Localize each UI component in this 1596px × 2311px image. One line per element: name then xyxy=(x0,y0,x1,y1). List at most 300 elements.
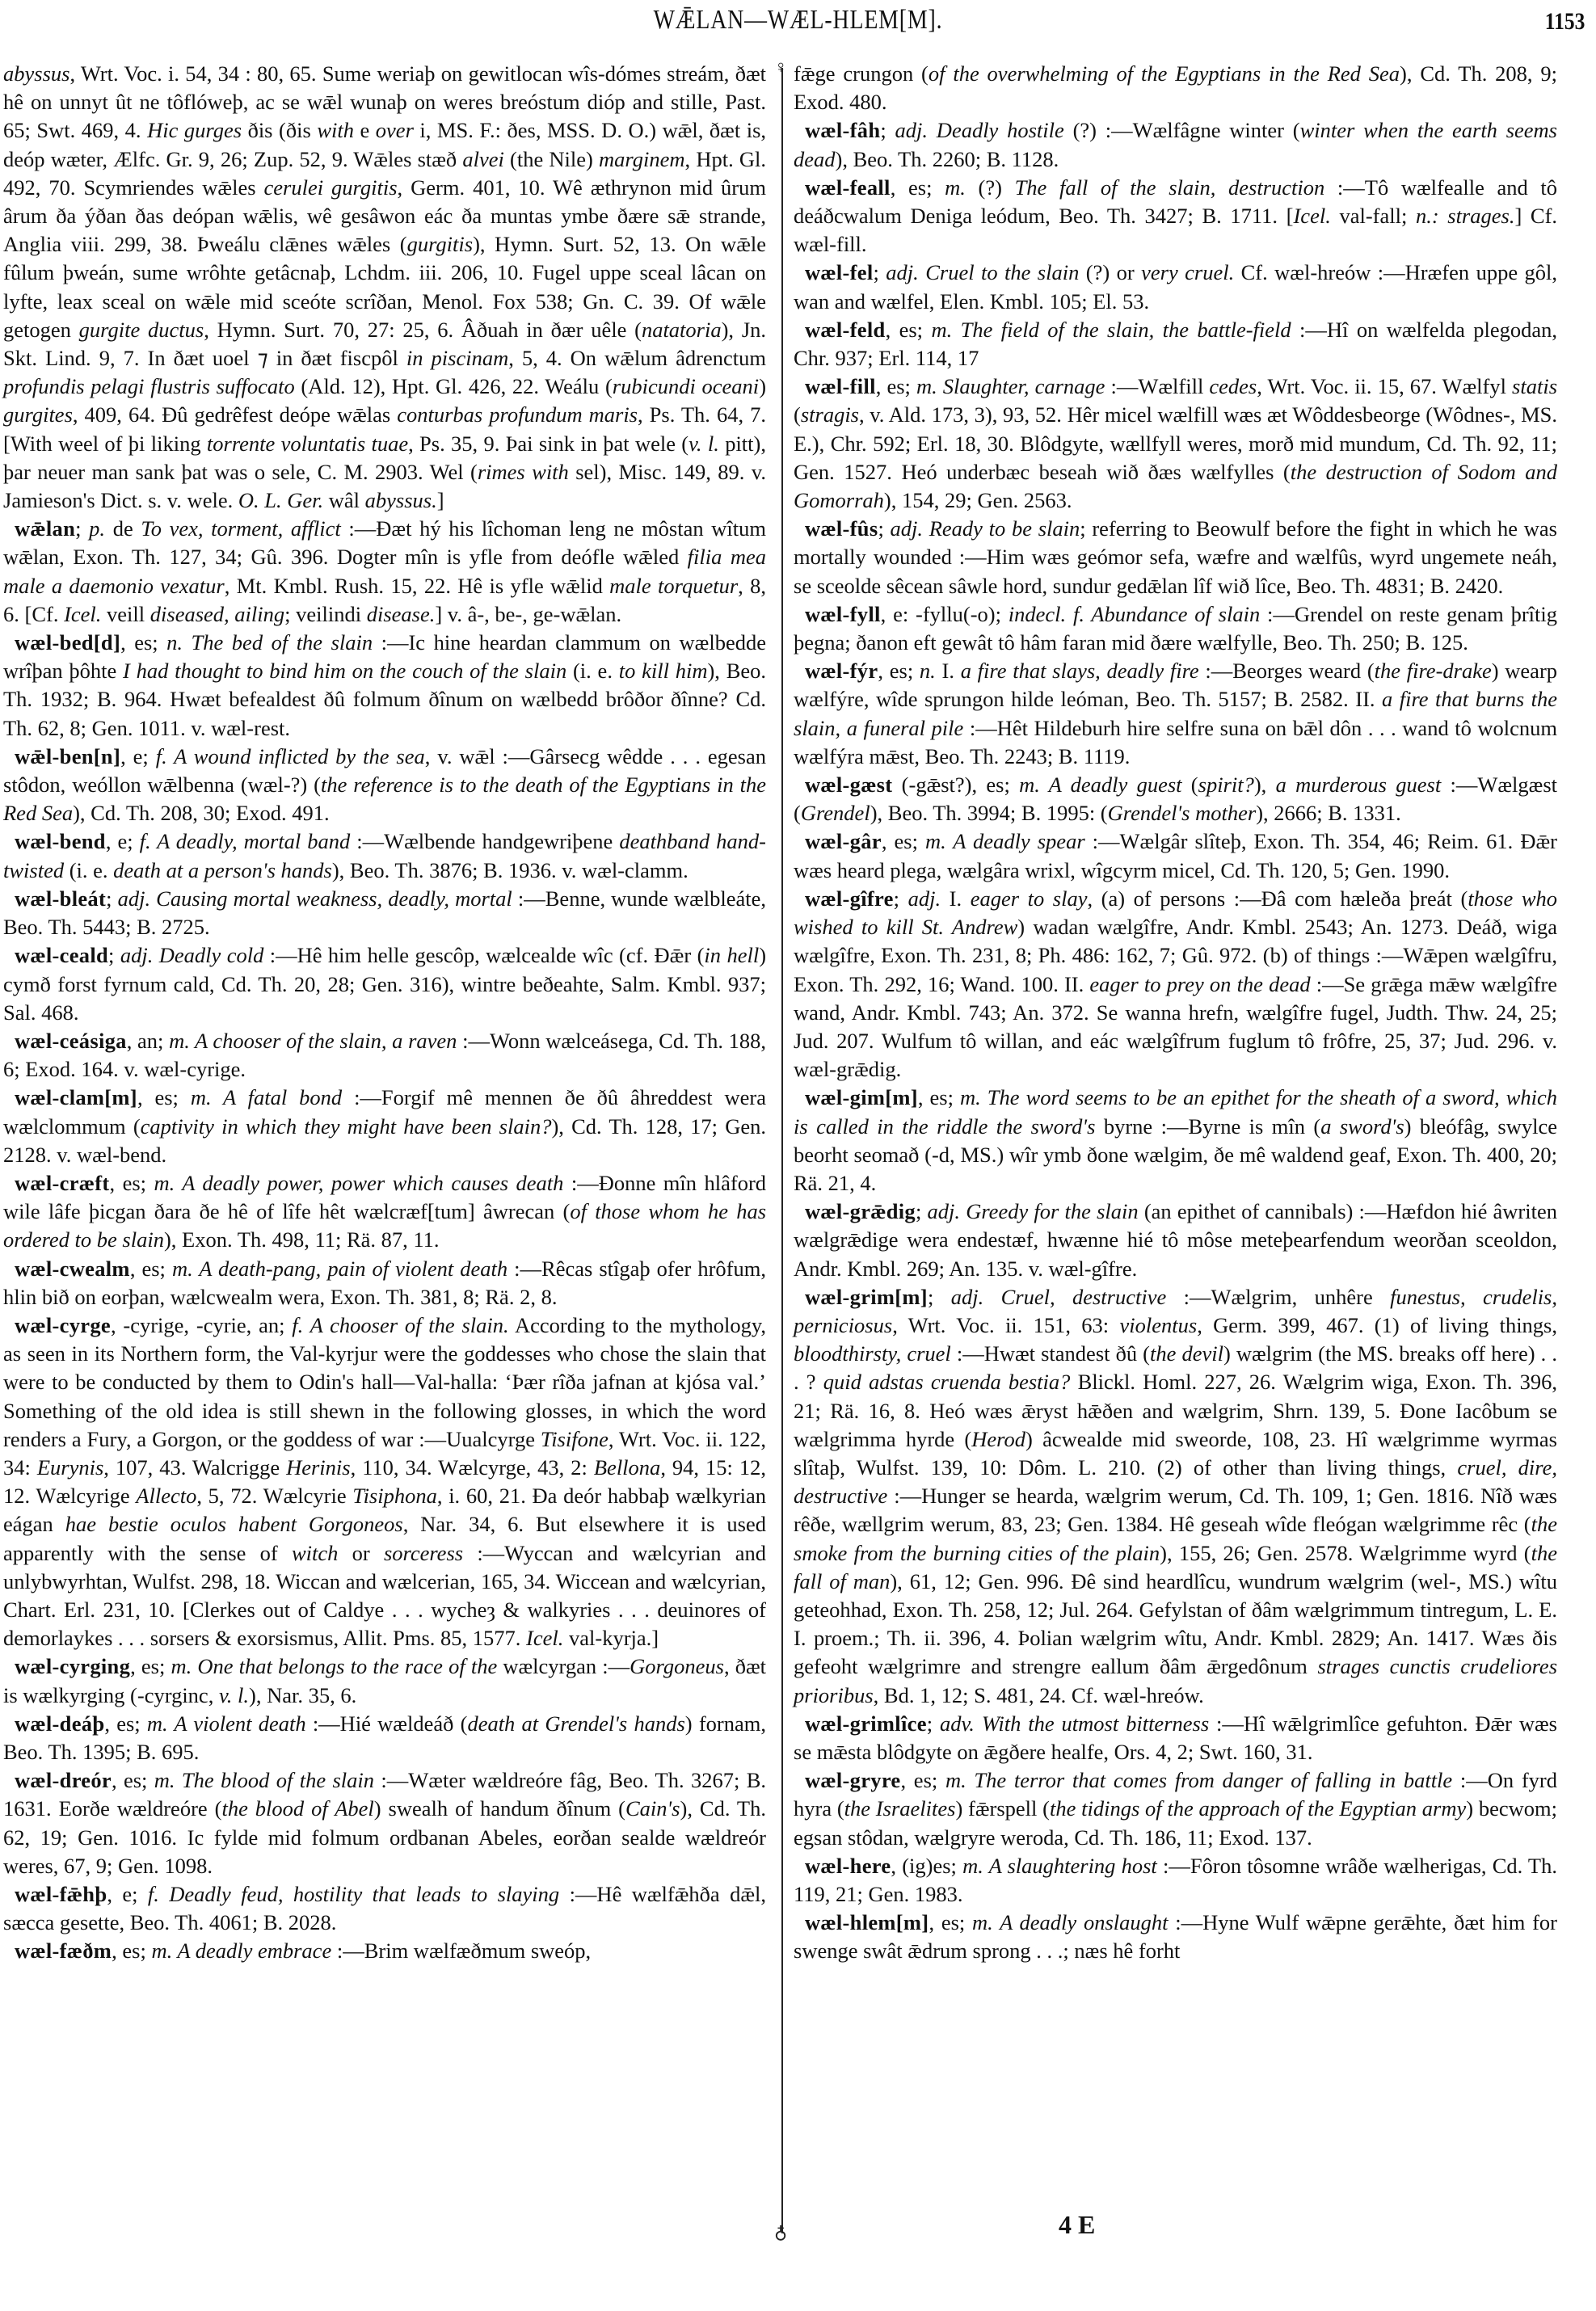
entry-text: ), Beo. Th. 1932; B. 964. Hwæt befealdest ðû folmum ðînum on wælbedd brôðor ðînne? Cd. Th. 62, 8; Gen. 1011. v. wæl-rest. xyxy=(3,659,767,740)
italic-gloss: The fall of the slain, destruction xyxy=(1014,175,1325,200)
italic-gloss: adv. With the utmost bitterness xyxy=(940,1711,1210,1736)
entry-text: ), Cd. Th. 62, 19; Gen. 1016. Ic fylde mid folmum ordbanan Abeles, eorðan sealde wældreór weres, 67, 9; Gen. 1098. xyxy=(3,1796,766,1878)
dictionary-entry xyxy=(3,827,766,884)
dictionary-entry xyxy=(794,1909,1557,1965)
italic-gloss: over xyxy=(375,118,414,143)
entry-text: :—Hê wælfǣhða dǣl, sæcca gesette, Beo. Th. 4061; B. 2028. xyxy=(3,1882,766,1935)
italic-gloss: the fall of man xyxy=(794,1540,1557,1593)
italic-gloss: eager to prey on the dead xyxy=(1089,971,1311,996)
italic-gloss: winter when the earth seems dead xyxy=(794,118,1557,171)
italic-gloss: f. A deadly, mortal band xyxy=(139,829,351,854)
dictionary-entry xyxy=(794,1710,1557,1766)
entry-continuation xyxy=(3,60,766,515)
headword: wæl-bleát xyxy=(15,886,107,911)
entry-text: , e: -fyllu(-o); xyxy=(880,601,1009,626)
headword: wǣl-ben[n] xyxy=(15,743,121,768)
italic-gloss: Eurynis xyxy=(36,1454,104,1480)
entry-text: , Hymn. Surt. 70, 27: 25, 6. Âðuah in ðær uêle ( xyxy=(204,317,642,342)
entry-text: ), Beo. Th. 3994; B. 1995: ( xyxy=(870,801,1108,826)
entry-text: , es; xyxy=(104,1711,147,1736)
dictionary-entry xyxy=(3,1652,766,1709)
italic-gloss: those who wished to kill St. Andrew xyxy=(794,886,1557,940)
headword: wæl-grǣdig xyxy=(805,1199,916,1224)
running-title: WǢLAN—WÆL-HLEM[M]. xyxy=(653,5,943,35)
italic-gloss: the blood of Abel xyxy=(221,1796,374,1821)
entry-text: :—Wælgrim, unhêre xyxy=(1166,1284,1391,1309)
entry-text: ) xyxy=(759,374,767,399)
italic-gloss: Herinis xyxy=(286,1454,351,1480)
dictionary-entry xyxy=(3,1766,766,1880)
dictionary-entry xyxy=(794,316,1557,373)
italic-gloss: the smoke from the burning cities of the plain xyxy=(794,1512,1557,1565)
dictionary-entry xyxy=(3,515,766,629)
italic-gloss: m. The word seems to be an epithet for the sheath of a sword, which is called in the riddle the sword's xyxy=(794,1085,1558,1139)
entry-text: , Wrt. Voc. ii. 15, 67. Wælfyl xyxy=(1257,374,1513,399)
page-number: 1153 xyxy=(1544,8,1585,35)
entry-text: , e; xyxy=(120,743,156,768)
italic-gloss: I had thought to bind him on the couch of the slain xyxy=(123,659,567,684)
entry-text: ) cymð forst fyrnum cald, Cd. Th. 20, 28; Gen. 316), wintre beðeahte, Salm. Kmbl. 937; Sal. 468. xyxy=(3,943,767,1025)
entry-text: :—Beorges weard ( xyxy=(1198,659,1375,684)
italic-gloss: Icel. xyxy=(64,601,102,626)
entry-text: , es; xyxy=(875,374,916,399)
entry-text: :—Wælbende handgewriþene xyxy=(350,829,620,854)
entry-text: pitt), þar neuer man sank þat was o sele, C. M. 2903. Wel ( xyxy=(3,431,766,484)
headword: wæl-dreór xyxy=(15,1768,112,1793)
headword: wæl-ceald xyxy=(15,943,109,968)
dictionary-entry xyxy=(3,1311,766,1652)
italic-gloss: witch xyxy=(291,1540,339,1565)
italic-gloss: statis xyxy=(1512,374,1558,399)
italic-gloss: Icel. xyxy=(526,1626,564,1651)
entry-text: ; xyxy=(108,943,120,968)
italic-gloss: adj. Deadly hostile xyxy=(895,118,1064,143)
headword: wæl-cyrge xyxy=(15,1312,111,1337)
italic-gloss: torrente voluntatis tuae xyxy=(206,431,409,456)
entry-text: ; xyxy=(106,886,118,911)
italic-gloss: m. The blood of the slain xyxy=(154,1768,375,1793)
dictionary-entry xyxy=(3,1255,766,1311)
dictionary-entry xyxy=(3,1710,766,1766)
italic-gloss: adj. Causing mortal weakness, deadly, mortal xyxy=(117,886,512,911)
italic-gloss: the fire-drake xyxy=(1374,659,1492,684)
entry-text: , es; xyxy=(878,659,920,684)
headword: wæl-grimlîce xyxy=(805,1711,927,1736)
italic-gloss: cruel, dire, destructive xyxy=(794,1454,1557,1509)
dictionary-entry xyxy=(3,1880,766,1937)
entry-text: , Hpt. Gl. 492, 70. Scymriendes wǣles xyxy=(3,146,766,200)
italic-gloss: gurgitis xyxy=(406,232,474,257)
italic-gloss: Hic gurges xyxy=(147,118,242,143)
headword: wæl-bed[d] xyxy=(15,630,121,655)
entry-text: (?) xyxy=(965,175,1015,200)
italic-gloss: Herod xyxy=(971,1426,1025,1451)
italic-gloss: diseased, ailing xyxy=(149,601,285,626)
entry-text: I. xyxy=(941,886,971,911)
headword: wæl-gîfre xyxy=(805,886,894,911)
entry-text: , es; xyxy=(929,1910,973,1935)
entry-text: ] v. â-, be-, ge-wǣlan. xyxy=(435,601,622,626)
italic-gloss: m. A deadly power, power which causes death xyxy=(154,1170,564,1195)
entry-text: ), Cd. Th. 208, 30; Exod. 491. xyxy=(73,801,330,826)
italic-gloss: gurgite ductus xyxy=(78,317,204,342)
italic-gloss: the reference is to the death of the Egyptians in the Red Sea xyxy=(3,772,766,826)
italic-gloss: O. L. Ger. xyxy=(238,488,324,513)
entry-text: ; veilindi xyxy=(284,601,367,626)
italic-gloss: of the overwhelming of the Egyptians in the Red Sea xyxy=(928,61,1400,86)
entry-text: ), 2666; B. 1331. xyxy=(1256,801,1401,826)
entry-text: (Ald. 12), Hpt. Gl. 426, 22. Weálu ( xyxy=(294,374,613,399)
entry-text: :—Hié wældeáð ( xyxy=(305,1711,468,1736)
italic-gloss: adj. Cruel, destructive xyxy=(950,1284,1167,1309)
italic-gloss: abyssus xyxy=(3,61,70,86)
entry-text: ; xyxy=(878,516,891,541)
entry-text: ), Nar. 35, 6. xyxy=(249,1682,357,1707)
italic-gloss: adj. Cruel to the slain xyxy=(886,260,1080,285)
italic-gloss: filia mea male a daemonio vexatur xyxy=(3,545,766,598)
italic-gloss: hae bestie oculos habent Gorgoneos xyxy=(65,1512,403,1537)
entry-text: :—Hunger se hearda, wælgrim werum, Cd. Th. 109, 1; Gen. 1816. Nîð wæs rêðe, wællgrim werum, 83, 23; Gen. 1384. Hê geseah wîde fleógan wælgrimme rêc ( xyxy=(794,1484,1557,1537)
entry-text: ( xyxy=(794,402,801,427)
italic-gloss: adj. Greedy for the slain xyxy=(927,1199,1139,1224)
italic-gloss: the tidings of the approach of the Egyptian army xyxy=(1049,1796,1467,1821)
entry-text: (the Nile) xyxy=(503,146,600,171)
entry-text: ) wearp wælfýre, wîde sprungon hilde leóman, Beo. Th. 5157; B. 2582. II. xyxy=(794,659,1558,712)
italic-gloss: spirit? xyxy=(1198,772,1254,798)
entry-text: ), Hymn. Surt. 52, 13. On wǣle fûlum þweán, sume wrôhte getâcnaþ, Lchdm. iii. 206, 10. Fugel uppe sceal lâcan on lyfte, leax sceal on wǣle mid sceóte scrîðan, Menol. Fox 538; Gn. C. 39. Of wǣle getogen xyxy=(3,232,766,342)
entry-text: :—Wæter wældreóre fâg, Beo. Th. 3267; B. 1631. Eorðe wældreóre ( xyxy=(3,1768,767,1821)
entry-text: byrne :—Byrne is mîn ( xyxy=(1095,1113,1321,1139)
headword: wæl-cræft xyxy=(15,1170,110,1195)
entry-text: (?) or xyxy=(1079,260,1142,285)
italic-gloss: death at a person's hands xyxy=(113,857,332,882)
italic-gloss: natatoria xyxy=(641,317,722,342)
entry-text: :—Grendel on reste genam þrîtig þegna; ðanon eft gewât tô hâm faran mid ðære wælfylle, Beo. Th. 250; B. 125. xyxy=(794,601,1557,655)
headword: wæl-feall xyxy=(805,175,891,200)
signature-mark: 4 E xyxy=(1059,2210,1096,2239)
entry-text: (-gǣst?), es; xyxy=(892,772,1020,798)
italic-gloss: marginem xyxy=(599,146,685,171)
italic-gloss: v. l. xyxy=(218,1682,249,1707)
italic-gloss: bloodthirsty, cruel xyxy=(794,1341,951,1366)
entry-text: ), 61, 12; Gen. 996. Ðê sind heardlîcu, wundrum wælgrim (wel-, MS.) wîtu geteohhad, Exon. Th. 258, 12; Jul. 264. Gefylstan of ðâm wælgrimmum tintregum, L. E. I. proem.; Th. ii. 396, 4. Þolian wælgrim wîtu, Andr. Kmbl. 2829; An. 1417. Wæs ðis gefeoht wælgrimre and strengre eallum ðâm ǣrgedônum xyxy=(794,1568,1557,1679)
italic-gloss: the Israelites xyxy=(844,1796,956,1821)
entry-continuation xyxy=(794,60,1557,116)
entry-text: ), Cd. Th. 208, 9; Exod. 480. xyxy=(794,61,1558,115)
entry-text: , i. 60, 21. Ða deór habbaþ wælkyrian eágan xyxy=(3,1484,766,1537)
entry-text: , es; xyxy=(890,175,945,200)
italic-gloss: captivity in which they might have been slain? xyxy=(140,1113,552,1139)
entry-text: , Wrt. Voc. ii. 151, 63: xyxy=(892,1312,1120,1337)
italic-gloss: Tisifone xyxy=(540,1426,609,1451)
entry-text: ) bleófâg, swylce beorht seomað (-d, MS.) wîr ymb ðone wælgim, ðe mê waldend geaf, Exon. Th. 400, 20; Rä. 21, 4. xyxy=(794,1113,1557,1195)
entry-text: (i. e. xyxy=(64,857,114,882)
entry-text: , es; xyxy=(881,829,925,854)
dictionary-entry xyxy=(794,771,1557,827)
italic-gloss: in hell xyxy=(704,943,760,968)
italic-gloss: a fire that burns the slain, a funeral pile xyxy=(794,687,1557,740)
dictionary-entry xyxy=(3,1027,766,1084)
entry-text: e xyxy=(353,118,376,143)
headword: wæl-gryre xyxy=(805,1768,901,1793)
headword: wæl-feld xyxy=(805,317,886,342)
headword: wæl-fâh xyxy=(805,118,881,143)
entry-text: :—Brim wælfæðmum sweóp, xyxy=(331,1938,592,1964)
entry-text: :—Wonn wælceásega, Cd. Th. 188, 6; Exod. 164. v. wæl-cyrige. xyxy=(3,1028,766,1082)
italic-gloss: Icel. xyxy=(1293,204,1331,229)
italic-gloss: cerulei gurgitis xyxy=(263,175,398,200)
italic-gloss: adj. Deadly cold xyxy=(120,943,264,968)
entry-text: , es; xyxy=(112,1938,152,1964)
entry-text: , e; xyxy=(107,1882,148,1906)
entry-text: or xyxy=(338,1540,384,1565)
dictionary-entry xyxy=(794,1198,1557,1283)
headword: wæl-cwealm xyxy=(15,1256,130,1281)
dictionary-entry xyxy=(794,373,1557,515)
entry-text: ( xyxy=(1181,772,1198,798)
dictionary-entry xyxy=(794,116,1557,173)
italic-gloss: the destruction of Sodom and Gomorrah xyxy=(794,459,1557,513)
entry-text: , Mt. Kmbl. Rush. 15, 22. Hê is yfle wǣlid xyxy=(224,573,610,598)
italic-gloss: adj. Ready to be slain xyxy=(890,516,1080,541)
entry-text: ] xyxy=(436,488,444,513)
entry-text: ), xyxy=(1253,772,1276,798)
entry-text: According to the mythology, as seen in its Northern form, the Val-kyrjur were the goddesses who chose the slain that were to be conducted by them to Odin's hall—Val-halla: ‘Þær rîða jafnan at kjósa val.’ Something of the old idea is still shewn in the following glosses, in which the word renders a Fury, a Gorgon, or the goddess of war :—Uualcyrge xyxy=(3,1312,766,1451)
dictionary-entry xyxy=(794,1852,1557,1909)
headword: wæl-clam[m] xyxy=(15,1085,137,1110)
entry-text: , ðæt is wælkyrging (-cyrginc, xyxy=(3,1654,767,1707)
italic-gloss: profundis pelagi flustris suffocato xyxy=(3,374,295,399)
italic-gloss: m. The terror that comes from danger of falling in battle xyxy=(945,1768,1453,1793)
headword: wæl-here xyxy=(805,1853,891,1878)
entry-text: :—Rêcas stîgaþ ofer hrôfum, hlin bið on eorþan, wælcwealm wera, Exon. Th. 381, 8; Rä. 2, 8. xyxy=(3,1256,766,1309)
italic-gloss: m. A violent death xyxy=(146,1711,306,1736)
entry-text: :—Hyne Wulf wǣpne gerǣhte, ðæt him for swenge swât ǣdrum sprong . . .; næs hê forht xyxy=(794,1910,1558,1964)
italic-gloss: very cruel. xyxy=(1141,260,1235,285)
italic-gloss: rubicundi oceani xyxy=(612,374,760,399)
entry-text: :—Ðæt hý his lîchoman leng ne môstan wîtum wǣlan, Exon. Th. 127, 34; Gû. 396. Dogter mîn is yfle from deófle wǣled xyxy=(3,516,766,570)
italic-gloss: m. A deadly guest xyxy=(1019,772,1182,798)
entry-text: :—Se grǣga mǣw wælgîfre wand, Andr. Kmbl. 743; An. 372. Se wanna hrefn, wælgîfre fugel, Judth. Thw. 24, 25; Jud. 207. Wulfum tô willan, and eác wælgîfrum fuglum tô frôfre, 25, 37; Jud. 296. v. wæl-grǣdig. xyxy=(794,971,1557,1082)
italic-gloss: f. A chooser of the slain. xyxy=(292,1312,509,1337)
entry-text: , -cyrige, -cyrie, an; xyxy=(110,1312,293,1337)
entry-text: :—On fyrd hyra ( xyxy=(794,1768,1557,1821)
italic-gloss: the devil xyxy=(1149,1341,1223,1366)
entry-text: ), Jn. Skt. Lind. 9, 7. In ðæt uoel ⁊ in ðæt fiscpôl xyxy=(3,317,767,371)
italic-gloss: a sword's xyxy=(1320,1113,1404,1139)
italic-gloss: quid adstas cruenda bestia? xyxy=(823,1370,1071,1395)
dictionary-entry xyxy=(3,743,766,828)
entry-text: wâl xyxy=(323,488,365,513)
entry-text: , es; xyxy=(900,1768,945,1793)
entry-text: , Bd. 1, 12; S. 481, 24. Cf. wæl-hreów. xyxy=(873,1682,1204,1707)
italic-gloss: abyssus. xyxy=(364,488,437,513)
entry-text: ; xyxy=(893,886,908,911)
entry-text: :—Ic hine heardan clammum on wælbedde wrîþan þôhte xyxy=(3,630,766,684)
italic-gloss: m. A deadly spear xyxy=(924,829,1085,854)
entry-text: , Ps. 35, 9. Þai sink in þat wele ( xyxy=(408,431,689,456)
italic-gloss: deathband hand-twisted xyxy=(3,829,767,882)
italic-gloss: n. The bed of the slain xyxy=(166,630,373,655)
entry-text: ), 155, 26; Gen. 2578. Wælgrimme wyrd ( xyxy=(1160,1540,1531,1565)
italic-gloss: rimes with xyxy=(477,459,569,484)
headword: wæl-fyll xyxy=(805,601,881,626)
entry-text: i, MS. F.: ðes, MSS. D. O.) wǣl, ðæt is, deóp wæter, Ælfc. Gr. 9, 26; Zup. 52, 9. Wǣles stæð xyxy=(3,118,767,171)
entry-text: :—Hê him helle gescôp, wælcealde wîc (cf. Ðǣr ( xyxy=(263,943,705,968)
entry-text: :—Hî on wælfelda plegodan, Chr. 937; Erl. 114, 17 xyxy=(794,317,1558,371)
italic-gloss: m. A slaughtering host xyxy=(962,1853,1157,1878)
italic-gloss: of those whom he has ordered to be slain xyxy=(3,1199,767,1252)
italic-gloss: sorceress xyxy=(383,1540,464,1565)
italic-gloss: m. One that belongs to the race of the xyxy=(171,1654,498,1679)
dictionary-entry xyxy=(3,1084,766,1169)
italic-gloss: Grendel xyxy=(800,801,870,826)
entry-text: :—Fôron tôsomne wrâðe wælherigas, Cd. Th. 119, 21; Gen. 1983. xyxy=(794,1853,1557,1906)
headword: wæl-gim[m] xyxy=(805,1085,918,1110)
entry-text: :—Wælgâr slîteþ, Exon. Th. 354, 46; Reim. 61. Ðǣr wæs heard plega, wælgâra wrixl, wîgcyrm micel, Cd. Th. 120, 5; Gen. 1990. xyxy=(794,829,1557,882)
entry-text: , 94, 15: 12, 12. Wælcyrige xyxy=(3,1454,766,1509)
entry-text: ) swealh of handum ðînum ( xyxy=(373,1796,625,1821)
italic-gloss: conturbas profundum maris xyxy=(397,402,638,427)
italic-gloss: m. The field of the slain, the battle-field xyxy=(931,317,1291,342)
dictionary-entry xyxy=(794,174,1557,259)
entry-text: de xyxy=(105,516,141,541)
italic-gloss: v. l. xyxy=(689,431,719,456)
dictionary-entry xyxy=(794,259,1557,315)
entry-text: , 5, 4. On wǣlum âdrenctum xyxy=(508,346,766,371)
entry-text: val-fall; xyxy=(1330,204,1416,229)
entry-text: veill xyxy=(101,601,150,626)
entry-text: :—Hêt Hildeburh hire selfre suna on bǣl dôn . . . wand tô wolcnum wælfýra mǣst, Beo. Th. 2243; B. 1119. xyxy=(794,715,1557,768)
headword: wæl-fûs xyxy=(805,516,878,541)
italic-gloss: m. A fatal bond xyxy=(190,1085,343,1110)
right-column xyxy=(794,60,1557,1966)
italic-gloss: violentus xyxy=(1119,1312,1198,1337)
entry-text: (?) :—Wælfâgne winter ( xyxy=(1063,118,1300,143)
entry-text: ) fǣrspell ( xyxy=(955,1796,1050,1821)
dictionary-entry xyxy=(794,515,1557,600)
dictionary-entry xyxy=(3,629,766,743)
entry-text: ðis (ðis xyxy=(242,118,318,143)
italic-gloss: adj. xyxy=(907,886,941,911)
entry-text: ) becwom; egsan stôdan, wælgryre weroda, Cd. Th. 186, 11; Exod. 137. xyxy=(794,1796,1557,1850)
italic-gloss: a fire that slays, deadly fire xyxy=(960,659,1199,684)
entry-text: ; xyxy=(927,1284,951,1309)
dictionary-entry xyxy=(3,885,766,941)
entry-text: wælcyrgan :— xyxy=(497,1654,630,1679)
column-ornament-bottom-icon: ♁ xyxy=(774,2222,788,2242)
headword: wæl-fýr xyxy=(805,659,878,684)
italic-gloss: funestus, crudelis, perniciosus xyxy=(794,1284,1557,1337)
entry-text: Blickl. Homl. 227, 26. Wælgrim wiga, Exon. Th. 396, 21; Rä. 16, 8. Heó wæs ǣryst hǣðen and wælgrim, Shrn. 139, 5. Ðone Iacôbum se wælgrimma hyrde ( xyxy=(794,1370,1557,1451)
headword: wæl-cyrging xyxy=(15,1654,131,1679)
entry-text: fǣge crungon ( xyxy=(794,61,929,86)
entry-text: , an; xyxy=(126,1028,170,1053)
entry-text: sel), Misc. 149, 89. v. Jamieson's Dict. s. v. wele. xyxy=(3,459,766,513)
italic-gloss: a murderous guest xyxy=(1275,772,1442,798)
dictionary-entry xyxy=(794,600,1557,657)
entry-text: ), Beo. Th. 3876; B. 1936. v. wæl-clamm. xyxy=(331,857,689,882)
italic-gloss: death at Grendel's hands xyxy=(467,1711,685,1736)
entry-text: , 5, 72. Wælcyrie xyxy=(196,1484,353,1509)
dictionary-entry xyxy=(794,1084,1557,1198)
entry-text: val-kyrja.] xyxy=(563,1626,659,1651)
entry-text: ), Beo. Th. 2260; B. 1128. xyxy=(835,146,1059,171)
entry-text: :—Wyccan and wælcyrian and unlybwyrhtan, Wulfst. 298, 18. Wiccan and wælcerian, 165, 34. Wiccean and wælcyrian, Chart. Erl. 231, 10. [Clerkes out of Caldye . . . wycheȝ & walkyries . . . deuinores of demorlaykes . . . sorsers & exorsismus, Allit. Pms. 85, 1577. xyxy=(3,1540,766,1651)
entry-text: :—Forgif mê mennen ðe ðû âhreddest wera wælclommum ( xyxy=(3,1085,766,1139)
entry-text: ; referring to Beowulf before the fight in which he was mortally wounded :—Him wæs geómor sefa, wæfre and wælfûs, wyrd ungemete neáh, se sceolde sêcean sâwle hord, sundur gedǣlan lîf wið lîce, Beo. Th. 4831; B. 2420. xyxy=(794,516,1557,598)
dictionary-entry xyxy=(794,657,1557,771)
italic-gloss: m. Slaughter, carnage xyxy=(916,374,1105,399)
dictionary-entry xyxy=(3,1169,766,1255)
entry-text: :—Benne, wunde wælbleáte, Beo. Th. 5443; B. 2725. xyxy=(3,886,766,940)
entry-text: ) wælgrim (the MS. breaks off here) . . . ? xyxy=(794,1341,1558,1395)
italic-gloss: f. Deadly feud, hostility that leads to slaying xyxy=(147,1882,560,1906)
entry-text: , es; xyxy=(129,1256,172,1281)
headword: wæl-hlem[m] xyxy=(805,1910,929,1935)
italic-gloss: disease. xyxy=(366,601,436,626)
entry-text: , 110, 34. Wælcyrge, 43, 2: xyxy=(350,1454,594,1480)
italic-gloss: Cain's xyxy=(625,1796,680,1821)
entry-text: , Germ. 401, 10. Wê æthrynon mid ûrum ârum ða ýðan ðas deópan wǣlis, wê gesâwon eác ða muntas ymbe ðære sǣ strande, Anglia viii. 299, 38. Þweálu clǣnes wǣles ( xyxy=(3,175,766,257)
entry-text: :—Ðonne mîn hlâford wile lâfe þicgan ðara ðe hê of lîfe hêt wælcræf[tum] âwrecan ( xyxy=(3,1170,767,1224)
column-ornament-top-icon: ♀ xyxy=(774,57,788,77)
italic-gloss: Bellona xyxy=(593,1454,661,1480)
entry-text: ; xyxy=(926,1711,941,1736)
entry-text: ), Cd. Th. 128, 17; Gen. 2128. v. wæl-bend. xyxy=(3,1113,766,1167)
entry-text: I. xyxy=(935,659,961,684)
italic-gloss: m. A chooser of the slain, a raven xyxy=(169,1028,457,1053)
entry-text: , Nar. 34, 6. But elsewhere it is used apparently with the sense of xyxy=(3,1512,766,1565)
headword: wæl-gæst xyxy=(805,772,893,798)
entry-text: ; xyxy=(75,516,90,541)
entry-text: , v. wǣl :—Gârsecg wêdde . . . egesan stôdon, weóllon wǣlbenna (wæl-?) ( xyxy=(3,743,766,798)
entry-text: , e; xyxy=(105,829,140,854)
column-divider xyxy=(781,68,783,2233)
italic-gloss: m. A deadly embrace xyxy=(151,1938,332,1964)
entry-text: Cf. wæl-hreów :—Hræfen uppe gôl, wan and wælfel, Elen. Kmbl. 105; El. 53. xyxy=(794,260,1557,314)
italic-gloss: m. xyxy=(945,175,966,200)
entry-text: , es; xyxy=(120,630,167,655)
dictionary-entry xyxy=(3,1937,766,1965)
headword: wæl-fel xyxy=(805,260,874,285)
entry-text: , 107, 43. Walcrigge xyxy=(103,1454,287,1480)
entry-text: , 409, 64. Ðû gedrêfest deópe wǣlas xyxy=(72,402,398,427)
entry-text: , 8, 6. [Cf. xyxy=(3,573,766,626)
headword: wæl-bend xyxy=(15,829,106,854)
italic-gloss: Allecto xyxy=(136,1484,197,1509)
italic-gloss: gurgites xyxy=(3,402,73,427)
italic-gloss: to kill him xyxy=(618,659,708,684)
italic-gloss: Gorgoneus xyxy=(630,1654,724,1679)
italic-gloss: Tisiphona xyxy=(352,1484,437,1509)
italic-gloss: strages cunctis crudeliores prioribus xyxy=(794,1654,1558,1707)
italic-gloss: To vex, torment, afflict xyxy=(141,516,341,541)
headword: wæl-fæðm xyxy=(15,1938,112,1964)
dictionary-entry xyxy=(794,1283,1557,1710)
italic-gloss: m. A deadly onslaught xyxy=(972,1910,1169,1935)
entry-text: :—Wælfill xyxy=(1105,374,1210,399)
dictionary-entry xyxy=(794,1766,1557,1852)
entry-text: , es; xyxy=(130,1654,171,1679)
entry-text: (an epithet of cannibals) :—Hæfdon hié âwriten wælgrǣdige wera endestæf, hwænne hié tô môse meteþearfendum weorðan sceoldon, Andr. Kmbl. 269; An. 135. v. wæl-gîfre. xyxy=(794,1199,1557,1281)
italic-gloss: eager to slay xyxy=(970,886,1088,911)
entry-text: ) âcwealde mid sweorde, 108, 23. Hî wælgrimme wyrmas slîtaþ, Wulfst. 139, 10: Dôm. L. 210. (2) of other than living things, xyxy=(794,1426,1557,1480)
entry-text: , es; xyxy=(917,1085,960,1110)
entry-text: , es; xyxy=(111,1768,154,1793)
italic-gloss: cedes xyxy=(1209,374,1257,399)
entry-text: , es; xyxy=(109,1170,154,1195)
